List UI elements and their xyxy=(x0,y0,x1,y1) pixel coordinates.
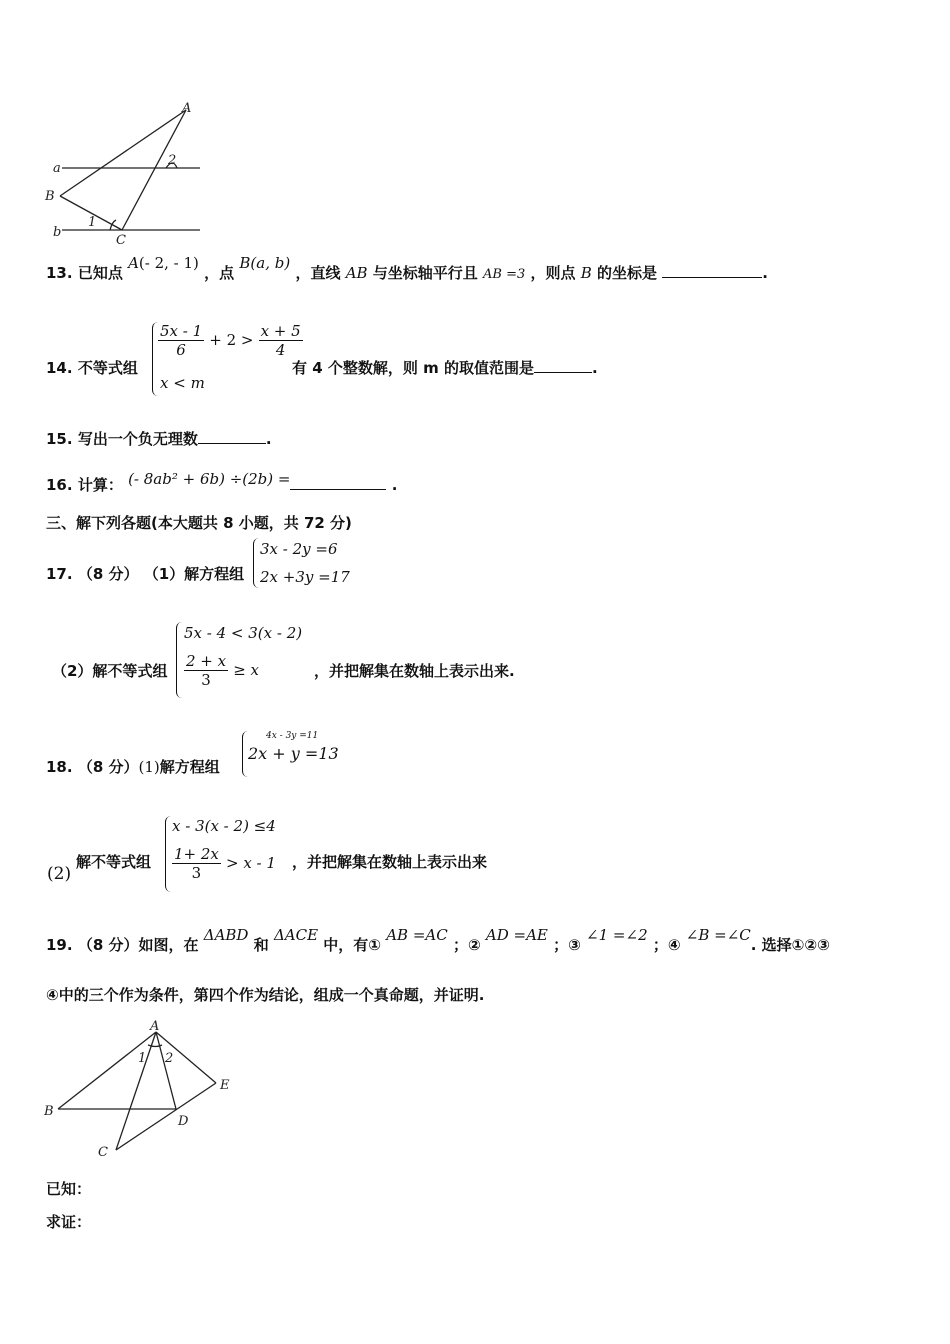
label-E: E xyxy=(220,1078,230,1093)
q19-text: ；④ xyxy=(652,936,681,954)
label-C: C xyxy=(98,1145,108,1160)
q13-end: . xyxy=(762,264,768,282)
ab-length: AB =3 xyxy=(483,267,526,282)
q18-header xyxy=(46,756,220,777)
q19-text: ；③ xyxy=(553,936,581,954)
question-16 xyxy=(46,470,398,495)
q17-eq2: 2x +3y =17 xyxy=(260,568,350,586)
q17-header xyxy=(46,563,244,584)
q17-eq1: 3x - 2y =6 xyxy=(260,540,338,558)
figure-q19 xyxy=(40,1016,240,1164)
q18-fraction xyxy=(172,845,221,882)
condition-2: AD =AE xyxy=(485,926,548,944)
q19-score: （8 分） xyxy=(77,936,139,954)
q18-ineq1: x - 3(x - 2) ≤4 xyxy=(172,817,276,835)
segment-CE xyxy=(116,1083,216,1150)
fraction-2 xyxy=(259,322,303,359)
label-B: B xyxy=(45,189,55,204)
q17-ineq2 xyxy=(184,652,259,689)
q17-fraction-num: 2 + x xyxy=(186,652,227,670)
q13-text: 与坐标轴平行且 xyxy=(372,264,478,282)
q18-part1-label: 解方程组 xyxy=(159,758,220,776)
prove-label: 求证： xyxy=(46,1213,92,1231)
q18-part2-mark: (2) xyxy=(47,864,72,884)
answer-blank[interactable] xyxy=(662,263,762,278)
q18-part2-label: 解不等式组 xyxy=(76,853,152,871)
q18-number: 18. xyxy=(46,758,73,776)
condition-3: ∠1 =∠2 xyxy=(586,926,648,944)
answer-blank[interactable] xyxy=(198,429,266,444)
q17-score: （8 分） xyxy=(77,565,139,583)
q16-number: 16. xyxy=(46,476,73,494)
q13-text: ，点 xyxy=(204,264,235,282)
q18-fraction-num: 1+ 2x xyxy=(174,845,219,863)
q17-part2-label: （2）解不等式组 xyxy=(52,662,168,680)
q13-text: 已知点 xyxy=(77,264,123,282)
label-1: 1 xyxy=(88,215,97,230)
label-2: 2 xyxy=(168,153,177,168)
label-D: D xyxy=(178,1114,189,1129)
fraction-1-den: 6 xyxy=(158,340,204,359)
q13-text: ，则点 xyxy=(530,264,576,282)
segment-AC xyxy=(116,1032,156,1150)
question-13 xyxy=(46,254,768,283)
condition-1: AB =AC xyxy=(386,926,448,944)
condition-4: ∠B =∠C xyxy=(685,926,751,944)
label-b: b xyxy=(53,225,62,240)
q17-part1-label: （1）解方程组 xyxy=(143,565,245,583)
triangle-ACE: ΔACE xyxy=(273,926,319,944)
q19-text: 和 xyxy=(253,936,269,954)
line-AB: AB xyxy=(345,264,368,282)
segment-AB xyxy=(58,1032,156,1109)
q15-end: . xyxy=(265,430,272,448)
question-15 xyxy=(46,428,272,449)
q14-number: 14. xyxy=(46,359,73,377)
fraction-2-den: 4 xyxy=(259,340,303,359)
q17-number: 17. xyxy=(46,565,73,583)
q18-ineq2 xyxy=(172,845,276,882)
q19-text: 中，有① xyxy=(323,936,381,954)
q16-expression: (- 8ab² + 6b) ÷(2b) = xyxy=(128,470,291,488)
q18-part1-mark: (1) xyxy=(138,758,160,776)
fraction-2-num: x + 5 xyxy=(260,322,301,340)
label-2: 2 xyxy=(165,1051,174,1066)
fraction-1 xyxy=(158,322,204,359)
fraction-1-num: 5x - 1 xyxy=(160,322,203,340)
section-3-title: 三、解下列各题(本大题共 8 小题，共 72 分) xyxy=(46,514,352,532)
q14-mid: + 2 > xyxy=(209,331,254,349)
q17-fraction-rel: ≥ x xyxy=(233,661,259,679)
question-19 xyxy=(46,926,830,955)
triangle-ABD: ΔABD xyxy=(203,926,249,944)
q16-label: 计算： xyxy=(77,476,123,494)
label-A: A xyxy=(182,101,192,116)
q18-score: （8 分） xyxy=(77,758,139,776)
point-A-label: A xyxy=(128,254,139,272)
point-A-coords: (- 2, - 1) xyxy=(138,254,199,272)
q15-text: 写出一个负无理数 xyxy=(77,430,198,448)
q14-ineq2: x < m xyxy=(160,374,205,392)
segment-AC xyxy=(122,110,186,230)
answer-blank[interactable] xyxy=(290,475,386,490)
q14-question xyxy=(292,357,598,378)
label-A: A xyxy=(150,1019,160,1034)
label-1: 1 xyxy=(138,1051,147,1066)
q17-fraction xyxy=(184,652,228,689)
q15-number: 15. xyxy=(46,430,73,448)
q14-number-label xyxy=(46,357,138,378)
segment-AD xyxy=(156,1032,176,1109)
q18-eq1: 4x - 3y =11 xyxy=(266,731,319,741)
q17-part2-end: ，并把解集在数轴上表示出来. xyxy=(314,662,515,680)
angle-marks xyxy=(148,1045,162,1047)
figure-q12 xyxy=(40,98,220,248)
q16-end: . xyxy=(391,476,398,494)
label-a: a xyxy=(53,161,61,176)
q19-text: 如图，在 xyxy=(138,936,199,954)
q13-number: 13. xyxy=(46,264,73,282)
q19-text: . 选择①②③ xyxy=(750,936,830,954)
q18-eq2: 2x + y =13 xyxy=(248,744,339,763)
q19-text: ；② xyxy=(452,936,481,954)
point-B-ref: B xyxy=(580,264,592,282)
q19-line2: ④中的三个作为条件，第四个作为结论，组成一个真命题，并证明. xyxy=(46,986,485,1004)
q18-part2-end: ，并把解集在数轴上表示出来 xyxy=(292,853,488,871)
q17-fraction-den: 3 xyxy=(184,670,228,689)
label-C: C xyxy=(116,233,126,248)
q18-fraction-rel: > x - 1 xyxy=(225,854,276,872)
q13-text: ，直线 xyxy=(295,264,341,282)
point-B-coords: (a, b) xyxy=(250,254,291,272)
q18-fraction-den: 3 xyxy=(172,863,221,882)
q14-label: 不等式组 xyxy=(77,359,138,377)
q19-number: 19. xyxy=(46,936,73,954)
point-B-label: B xyxy=(239,254,251,272)
given-label: 已知： xyxy=(46,1180,92,1198)
q13-text: 的坐标是 xyxy=(597,264,658,282)
q14-text: 有 4 个整数解，则 m 的取值范围是 xyxy=(292,359,534,377)
q14-ineq1 xyxy=(158,322,303,359)
q17-ineq1: 5x - 4 < 3(x - 2) xyxy=(184,624,303,642)
label-B: B xyxy=(44,1104,54,1119)
q14-end: . xyxy=(591,359,598,377)
answer-blank[interactable] xyxy=(534,358,592,373)
